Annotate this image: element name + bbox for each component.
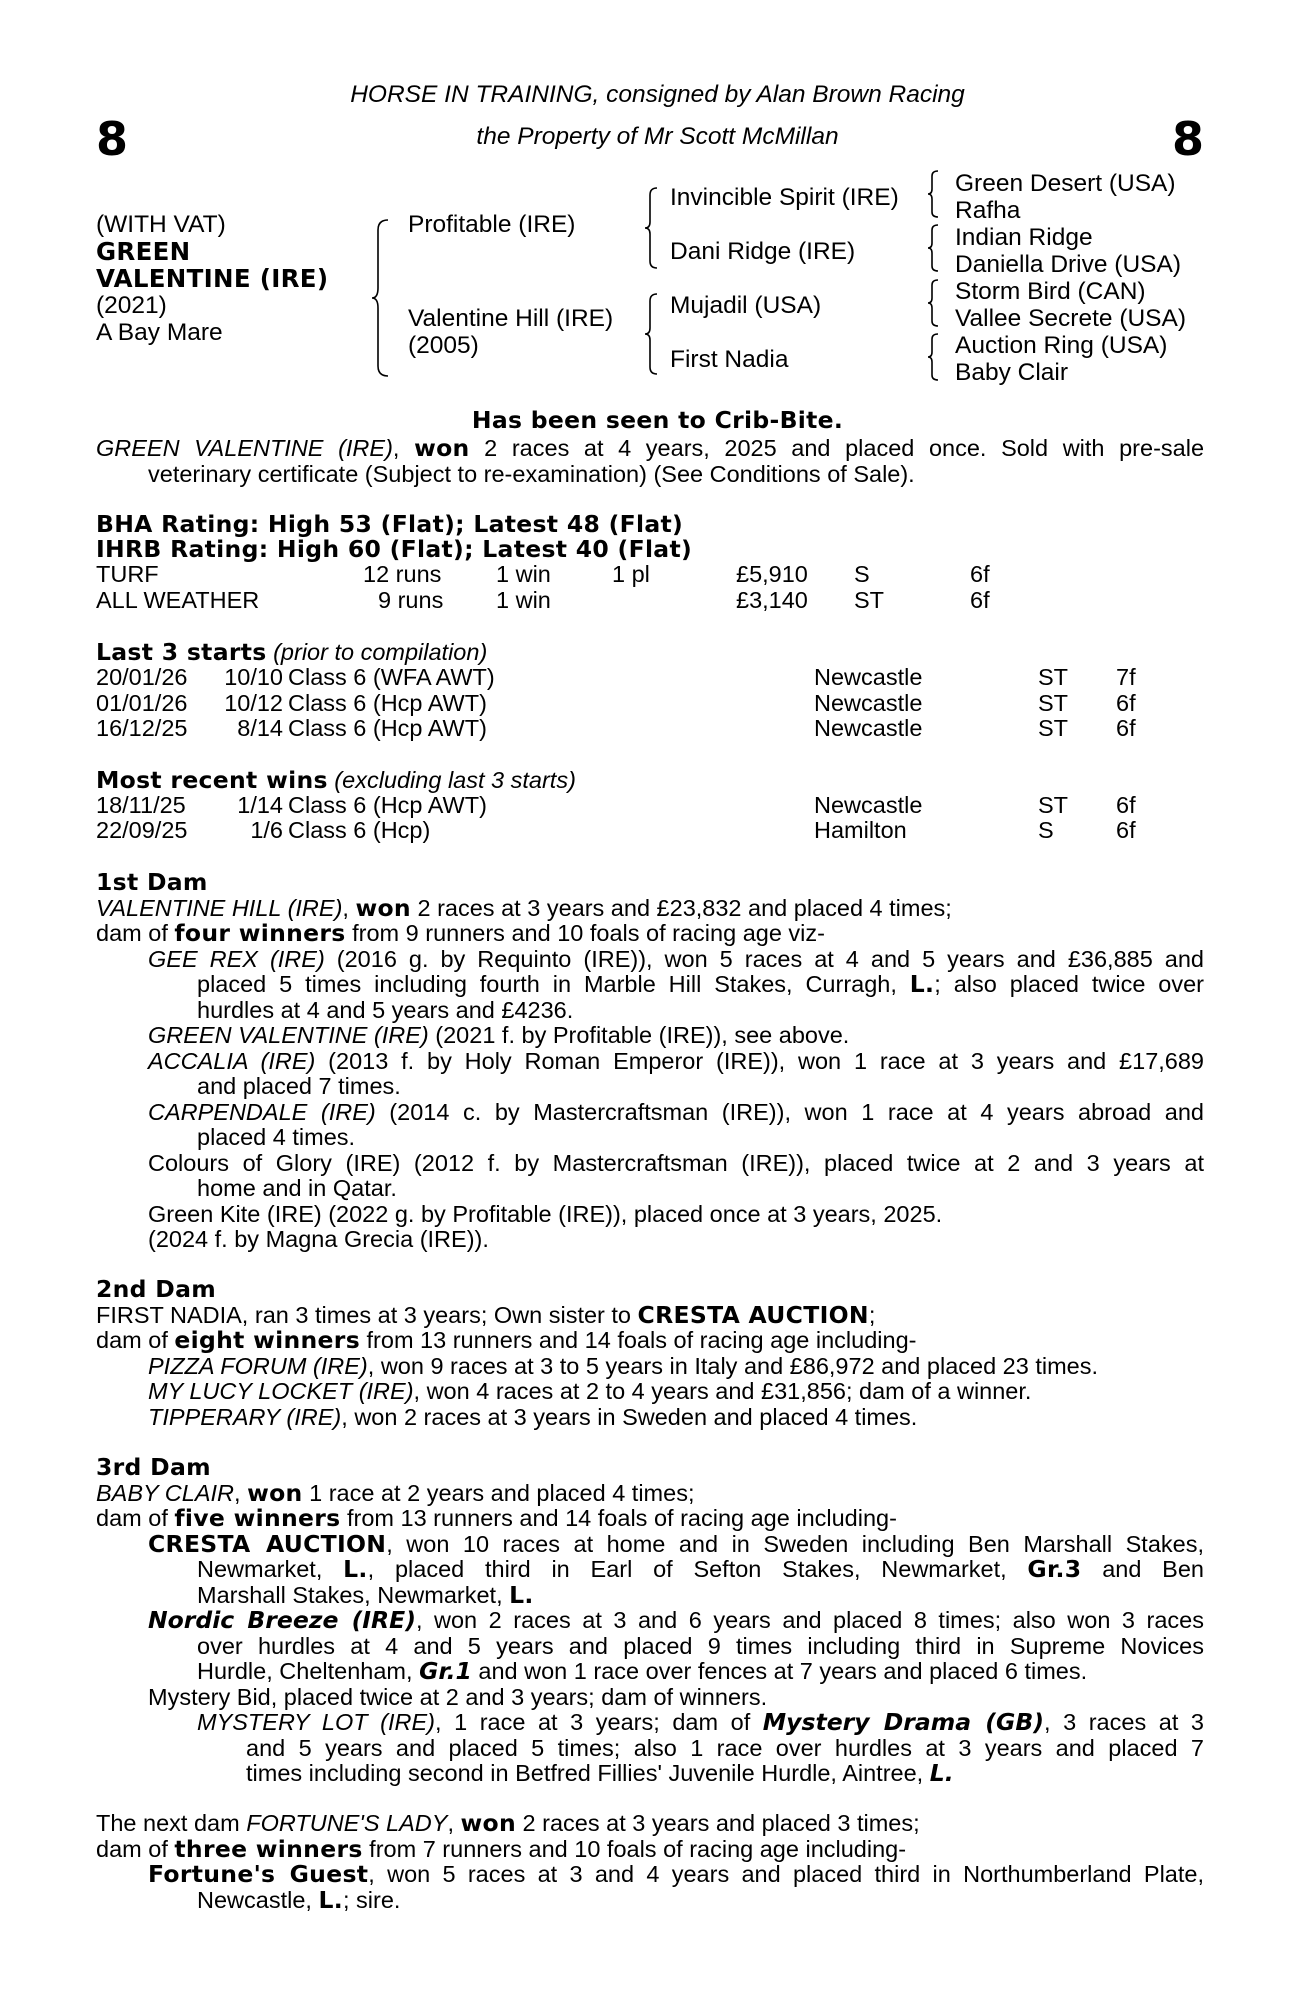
intro-line-2	[96, 462, 1204, 488]
dam-name: BABY CLAIR	[96, 1479, 235, 1506]
pedigree-g8: Baby Clair	[955, 359, 1069, 386]
distance: 6f	[1116, 792, 1136, 818]
produce-line	[96, 1023, 1204, 1049]
produce-line	[96, 1659, 1204, 1685]
text: , won 9 races at 3 to 5 years in Italy and £86,972 and placed 23 times.	[367, 1352, 1099, 1379]
horse-name-line1: GREEN	[96, 237, 191, 266]
pedigree-brace-g2	[926, 223, 940, 279]
listed-label: L.	[929, 1759, 954, 1787]
pedigree-dam-year: (2005)	[408, 332, 479, 359]
pedigree-brace-g4	[926, 332, 940, 388]
date: 18/11/25	[96, 792, 186, 818]
produce-line: Green Kite (IRE) (2022 g. by Profitable (IRE)), placed once at 3 years, 2025.	[148, 1200, 943, 1227]
produce-line: (2024 f. by Magna Grecia (IRE)).	[148, 1226, 489, 1252]
going: ST	[1038, 664, 1069, 690]
produce-name: PIZZA FORUM (IRE)	[148, 1352, 368, 1379]
pedigree-g7: Auction Ring (USA)	[955, 332, 1168, 359]
winners-count: eight winners	[174, 1326, 360, 1354]
vat-note: (WITH VAT)	[96, 211, 226, 238]
last3-subtitle: (prior to compilation)	[266, 639, 488, 665]
intro-line-1: GREEN VALENTINE (IRE), won 2 races at 4 years, 2025 and placed once. Sold with pre-sale	[96, 434, 1205, 462]
produce-name: TIPPERARY (IRE)	[148, 1403, 342, 1430]
going: ST	[1038, 792, 1069, 818]
runs: 9 runs	[378, 587, 444, 613]
produce-line: and placed 7 times.	[197, 1073, 401, 1099]
date: 01/01/26	[96, 690, 188, 716]
produce-line	[96, 1761, 1204, 1787]
text: times including second in Betfred Fillies' Juvenile Hurdle, Aintree,	[246, 1760, 930, 1786]
winners-count: five winners	[174, 1504, 341, 1532]
produce-name: MY LUCY LOCKET (IRE)	[148, 1378, 414, 1404]
distance: 6f	[970, 561, 990, 587]
pedigree-g4: Daniella Drive (USA)	[955, 251, 1182, 278]
recent-wins-heading	[96, 768, 576, 794]
relative-name: CRESTA AUCTION	[637, 1300, 869, 1329]
date: 20/01/26	[96, 664, 188, 690]
property-line: the Property of Mr Scott McMillan	[476, 123, 839, 150]
winners-count: four winners	[174, 919, 346, 947]
distance: 7f	[1116, 664, 1136, 690]
going: ST	[1038, 690, 1069, 716]
course: Newcastle	[814, 792, 923, 818]
going: ST	[1038, 715, 1069, 741]
produce-name: CARPENDALE (IRE)	[148, 1098, 376, 1125]
text: dam of	[96, 1505, 175, 1531]
text: and won 1 race over fences at 7 years and placed 6 times.	[471, 1658, 1088, 1684]
produce-line	[96, 1608, 1204, 1634]
prize: £5,910	[736, 561, 808, 587]
dam-name: VALENTINE HILL (IRE)	[96, 894, 343, 921]
dam-line	[96, 1811, 1204, 1837]
produce-line	[96, 1529, 1204, 1558]
group-label: Gr.3	[1027, 1555, 1082, 1583]
dam-line	[96, 1328, 1204, 1354]
placed: 1 pl	[612, 561, 650, 587]
produce-line: hurdles at 4 and 5 years and £4236.	[197, 996, 574, 1023]
consignor-line: HORSE IN TRAINING, consigned by Alan Brown Racing	[350, 81, 965, 108]
course: Newcastle	[814, 715, 923, 741]
text: ,	[342, 894, 356, 921]
produce-name: CRESTA AUCTION	[148, 1529, 387, 1558]
produce-name: MYSTERY LOT (IRE)	[197, 1709, 435, 1735]
text: , won 5 races at 3 and 4 years and placed third in Northumberland Plate,	[368, 1861, 1204, 1887]
pedigree-dam-sire: Mujadil (USA)	[670, 292, 822, 319]
pedigree-dam-dam: First Nadia	[670, 346, 789, 373]
text: Marshall Stakes, Newmarket,	[197, 1581, 510, 1608]
distance: 6f	[1116, 817, 1136, 843]
dam-line	[96, 1478, 1204, 1507]
last3-heading	[96, 640, 487, 666]
position: 1/6	[250, 817, 283, 843]
distance: 6f	[1116, 690, 1136, 716]
last3-title: Last 3 starts	[96, 638, 267, 666]
position: 8/14	[237, 715, 283, 741]
pedigree-sire-sire: Invincible Spirit (IRE)	[670, 184, 899, 211]
pedigree-sire: Profitable (IRE)	[408, 211, 576, 238]
text: , won 2 races at 3 years in Sweden and placed 4 times.	[341, 1403, 918, 1430]
intro-paragraph	[96, 436, 1204, 487]
pedigree-sire-dam: Dani Ridge (IRE)	[670, 238, 856, 265]
produce-line	[96, 1557, 1204, 1583]
produce-line: over hurdles at 4 and 5 years and placed 9 times including third in Supreme Novices	[197, 1632, 1204, 1659]
produce-name: Mystery Drama (GB)	[762, 1708, 1044, 1736]
going: S	[1038, 817, 1054, 843]
produce-line	[96, 1580, 1204, 1609]
section-title: 1st Dam	[96, 868, 208, 896]
recent-wins-subtitle: (excluding last 3 starts)	[327, 767, 576, 793]
text: dam of	[96, 1327, 175, 1353]
text: (2016 g. by Requinto (IRE)), won 5 races at 4 and 5 years and £36,885 and	[324, 945, 1204, 972]
text: from 9 runners and 10 foals of racing age viz-	[345, 920, 825, 946]
text: (2013 f. by Holy Roman Emperor (IRE)), won 1 race at 3 years and £17,689	[315, 1047, 1204, 1074]
listed-label: L.	[909, 970, 935, 998]
dam-line	[96, 1300, 1204, 1329]
intro-text-1: 2 races at 4 years, 2025 and placed once. Sold with pre-sale	[469, 435, 1205, 461]
won-label: won	[355, 893, 411, 922]
lot-number-left: 8	[96, 112, 129, 166]
date: 22/09/25	[96, 817, 188, 843]
text: dam of	[96, 920, 175, 946]
next-dam-section	[96, 1811, 1204, 1913]
text: , 3 races at 3	[1044, 1709, 1204, 1735]
course: Hamilton	[814, 817, 907, 843]
produce-name: GREEN VALENTINE (IRE)	[148, 1022, 429, 1048]
race-class: Class 6 (Hcp AWT)	[288, 690, 487, 716]
text: FIRST NADIA, ran 3 times at 3 years; Own sister to	[96, 1301, 638, 1328]
produce-line	[96, 1354, 1204, 1380]
text: 2 races at 3 years and £23,832 and placed 4 times;	[410, 894, 952, 921]
pedigree-g6: Vallee Secrete (USA)	[955, 305, 1187, 332]
lot-number-right: 8	[1172, 112, 1205, 166]
text: 2 races at 3 years and placed 3 times;	[516, 1810, 920, 1836]
text: dam of	[96, 1835, 175, 1862]
text: ; also placed twice over	[934, 971, 1204, 997]
won-label: won	[414, 434, 470, 462]
vet-note: Has been seen to Crib-Bite.	[471, 406, 844, 434]
produce-line: Mystery Bid, placed twice at 2 and 3 years; dam of winners.	[148, 1683, 768, 1710]
produce-line: home and in Qatar.	[197, 1175, 397, 1201]
pedigree-brace-g3	[926, 278, 940, 334]
dam-name: FORTUNE'S LADY	[246, 1810, 448, 1836]
runs: 12 runs	[363, 561, 442, 587]
text: (2014 c. by Mastercraftsman (IRE)), won 1 race at 4 years abroad and	[375, 1098, 1204, 1125]
text: placed 5 times including fourth in Marble Hill Stakes, Curragh,	[197, 971, 910, 997]
pedigree-dam: Valentine Hill (IRE)	[408, 305, 614, 332]
text: , won 2 races at 3 and 6 years and placed 8 times; also won 3 races	[415, 1607, 1204, 1633]
section-title: 3rd Dam	[96, 1453, 211, 1481]
going: ST	[854, 587, 885, 613]
pedigree-g5: Storm Bird (CAN)	[955, 278, 1146, 305]
pedigree-brace-dam	[643, 292, 659, 382]
produce-line: and 5 years and placed 5 times; also 1 race over hurdles at 3 years and placed 7	[246, 1734, 1204, 1761]
ihrb-rating: IHRB Rating: High 60 (Flat); Latest 40 (Flat)	[96, 535, 693, 563]
dam-line	[96, 1834, 1204, 1863]
produce-name: Fortune's Guest	[148, 1860, 369, 1888]
surface: TURF	[96, 561, 159, 587]
text: from 13 runners and 14 foals of racing age including-	[340, 1505, 897, 1531]
text: ,	[234, 1479, 248, 1506]
dam-line	[96, 893, 1204, 922]
listed-label: L.	[343, 1555, 368, 1583]
produce-name: GEE REX (IRE)	[148, 945, 325, 972]
wins: 1 win	[496, 561, 551, 587]
distance: 6f	[1116, 715, 1136, 741]
produce-line: Colours of Glory (IRE) (2012 f. by Mastercraftsman (IRE)), placed twice at 2 and 3 years at	[148, 1149, 1204, 1176]
produce-line	[96, 1405, 1204, 1431]
first-dam-section	[96, 870, 1204, 1253]
produce-line	[96, 972, 1204, 998]
produce-line	[96, 1379, 1204, 1405]
dam-line	[96, 921, 1204, 947]
going: S	[854, 561, 870, 587]
produce-line	[96, 1885, 1204, 1914]
produce-name: Nordic Breeze (IRE)	[148, 1606, 416, 1634]
won-label: won	[460, 1809, 517, 1837]
text: , placed third in Earl of Sefton Stakes, Newmarket,	[367, 1556, 1028, 1582]
group-label: Gr.1	[419, 1657, 472, 1685]
winners-count: three winners	[174, 1834, 363, 1863]
produce-name: ACCALIA (IRE)	[148, 1047, 316, 1074]
dam-line	[96, 1506, 1204, 1532]
text: Hurdle, Cheltenham,	[197, 1658, 420, 1684]
pedigree-brace-main	[370, 218, 390, 384]
text: , won 4 races at 2 to 4 years and £31,856; dam of a winner.	[413, 1378, 1032, 1404]
produce-line	[96, 1862, 1204, 1888]
third-dam-section	[96, 1455, 1204, 1787]
text: , won 10 races at home and in Sweden including Ben Marshall Stakes,	[386, 1530, 1204, 1557]
produce-line	[96, 1710, 1204, 1736]
course: Newcastle	[814, 690, 923, 716]
listed-label: L.	[509, 1580, 534, 1609]
text: ; sire.	[342, 1886, 401, 1913]
position: 10/12	[224, 690, 283, 716]
text: and Ben	[1081, 1556, 1204, 1582]
second-dam-section	[96, 1277, 1204, 1430]
text: Newcastle,	[197, 1886, 319, 1913]
bha-rating: BHA Rating: High 53 (Flat); Latest 48 (Flat)	[96, 510, 684, 538]
text: , 1 race at 3 years; dam of	[434, 1709, 763, 1735]
horse-year: (2021)	[96, 292, 167, 319]
text: from 13 runners and 14 foals of racing age including-	[359, 1327, 917, 1353]
surface: ALL WEATHER	[96, 587, 260, 613]
date: 16/12/25	[96, 715, 188, 741]
text: The next dam	[96, 1810, 247, 1836]
produce-line	[96, 1049, 1204, 1075]
horse-name-line2: VALENTINE (IRE)	[96, 264, 329, 293]
pedigree-brace-g1	[926, 169, 940, 225]
text: ;	[868, 1301, 876, 1328]
race-class: Class 6 (WFA AWT)	[288, 664, 495, 690]
pedigree-g1: Green Desert (USA)	[955, 170, 1176, 197]
race-class: Class 6 (Hcp AWT)	[288, 792, 487, 818]
section-title: 2nd Dam	[96, 1275, 217, 1303]
horse-description: A Bay Mare	[96, 319, 223, 346]
race-class: Class 6 (Hcp)	[288, 817, 431, 843]
text: 1 race at 2 years and placed 4 times;	[302, 1479, 695, 1506]
pedigree-brace-sire	[643, 186, 659, 276]
text: (2021 f. by Profitable (IRE)), see above.	[428, 1022, 850, 1048]
produce-line: placed 4 times.	[197, 1124, 356, 1150]
pedigree-g2: Rafha	[955, 197, 1021, 224]
recent-wins-title: Most recent wins	[96, 766, 328, 794]
text: ,	[447, 1810, 461, 1836]
position: 1/14	[237, 792, 283, 818]
intro-text-2: veterinary certificate (Subject to re-examination) (See Conditions of Sale).	[148, 460, 915, 487]
distance: 6f	[970, 587, 990, 613]
pedigree-g3: Indian Ridge	[955, 224, 1093, 251]
course: Newcastle	[814, 664, 923, 690]
listed-label: L.	[318, 1885, 343, 1914]
horse-name-ref: GREEN VALENTINE (IRE)	[96, 435, 393, 461]
text: from 7 runners and 10 foals of racing age including-	[362, 1835, 907, 1862]
produce-line	[96, 947, 1204, 973]
text: Newmarket,	[197, 1556, 344, 1582]
won-label: won	[247, 1478, 303, 1507]
produce-line	[96, 1100, 1204, 1126]
prize: £3,140	[736, 587, 808, 613]
wins: 1 win	[496, 587, 551, 613]
race-class: Class 6 (Hcp AWT)	[288, 715, 487, 741]
position: 10/10	[224, 664, 283, 690]
